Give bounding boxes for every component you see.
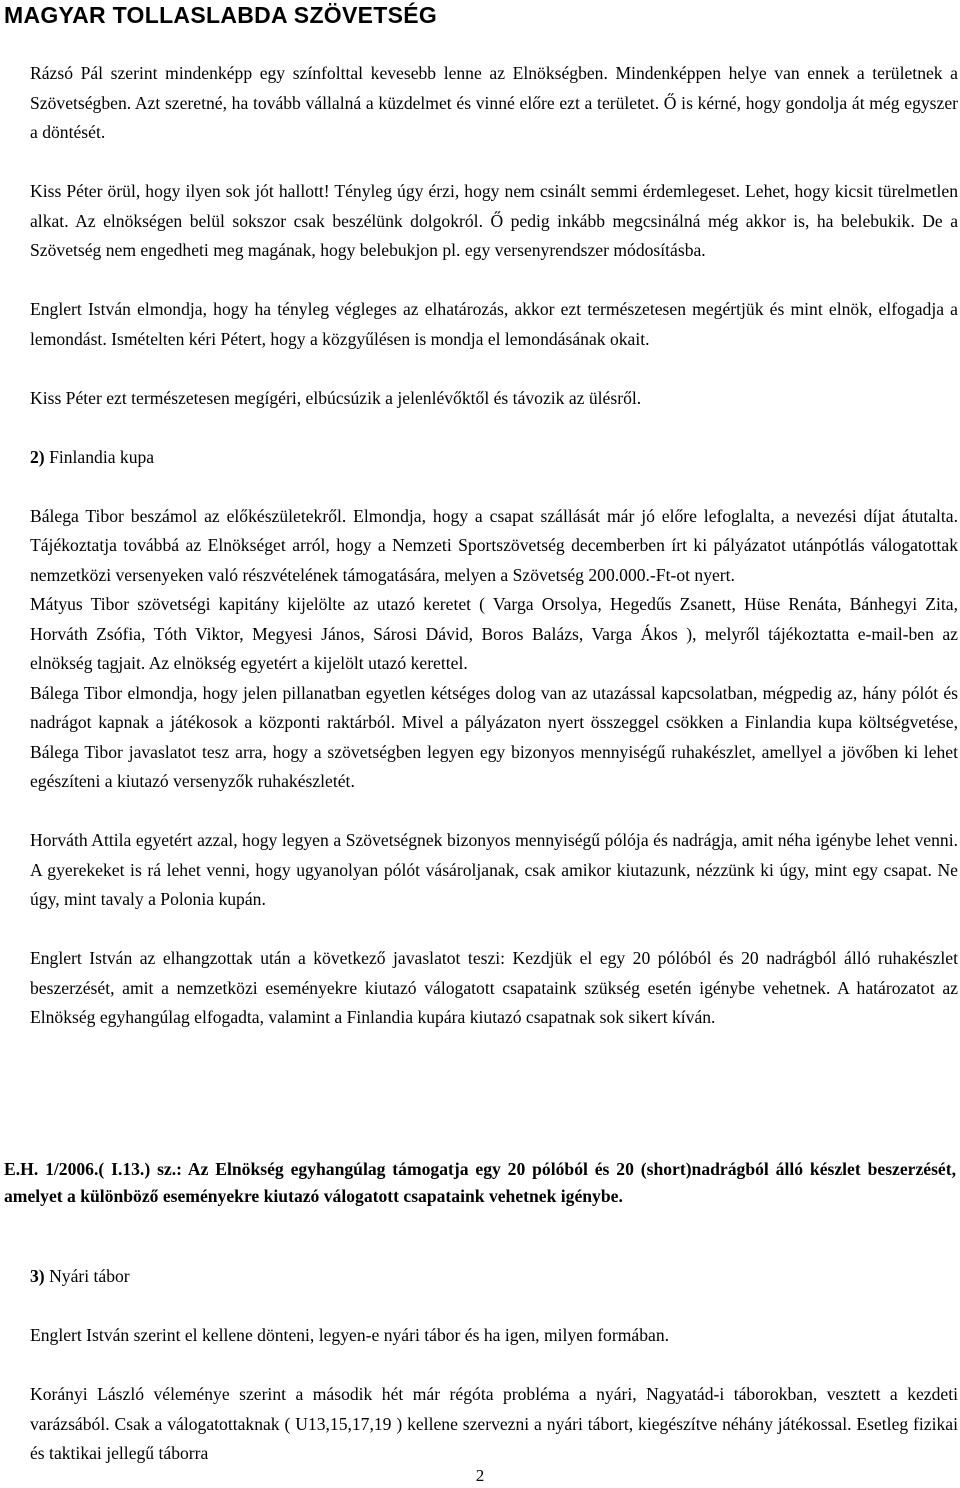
resolution-text: E.H. 1/2006.( I.13.) sz.: Az Elnökség egyhangúlag támogatja egy 20 pólóból és 20 (short)nadrágból álló készlet beszerzését, amelyet a különböző eseményekre kiutazó válogatott csapataink vehetnek igénybe. (4, 1159, 956, 1206)
paragraph-englert-proposal: Englert István az elhangzottak után a következő javaslatot teszi: Kezdjük el egy 20 pólóból és 20 nadrágból álló ruhakészlet beszerzését, amit a nemzetközi eseményekre kiutazó válogatott csapataink szükség esetén igénybe vehetnek. A határozatot az Elnökség egyhangúlag elfogadta, valamint a Finlandia kupára kiutazó csapatnak sok sikert kíván. (30, 948, 958, 1027)
section-heading-summer-camp (30, 1262, 958, 1292)
document-body (30, 59, 958, 1033)
paragraph-kiss-leaves: Kiss Péter ezt természetesen megígéri, elbúcsúzik a jelenlévőktől és távozik az ülésről. (30, 387, 642, 408)
document-body-continued (30, 1262, 958, 1469)
paragraph-balega-report: Bálega Tibor beszámol az előkészületekről. Elmondja, hogy a csapat szállását már jó előre lefoglalta, a nevezési díjat átutalta. Tájékoztatja továbbá az Elnökséget arról, hogy a Nemzeti Sportszövetség decemberben írt ki pályázatot utánpótlás válogatottak nemzetközi versenyeken való részvételének támogatására, melyen a Szövetség 200.000.-Ft-ot nyert. (30, 505, 958, 585)
section-title: Nyári tábor (49, 1266, 130, 1286)
paragraph-englert-accepts: Englert István elmondja, hogy ha tényleg végleges az elhatározás, akkor ezt természetesen megértjük és mint elnök, elfogadja a lemondást. Ismételten kéri Pétert, hogy a közgyűlésen is mondja el lemondásának okait. (30, 299, 958, 349)
page-number: 2 (475, 1466, 485, 1485)
paragraph-balega-clothing: Bálega Tibor elmondja, hogy jelen pillanatban egyetlen kétséges dolog van az utazással kapcsolatban, mégpedig az, hány pólót és nadrágot kapnak a játékosok a központi raktárból. Mivel a pályázaton nyert összeggel csökken a Finlandia kupa költségvetése, Bálega Tibor javaslatot tesz arra, hogy a szövetségben legyen egy bizonyos mennyiségű ruhakészlet, amellyel a jövőben ki lehet egészíteni a kiutazó versenyzők ruhakészletét. (30, 682, 958, 791)
paragraph-koranyi: Korányi László véleménye szerint a második hét már régóta probléma a nyári, Nagyatád-i táborokban, vesztett a kezdeti varázsából. Csak a válogatottaknak ( U13,15,17,19 ) kellene szervezni a nyári tábort, kiegészítve néhány játékossal. Esetleg fizikai és taktikai jellegű táborra (30, 1384, 958, 1463)
section-heading-finlandia (30, 443, 958, 473)
section-title: Finlandia kupa (49, 446, 155, 467)
paragraph-kiss-response: Kiss Péter örül, hogy ilyen sok jót hallott! Tényleg úgy érzi, hogy nem csinált semmi érdemlegeset. Lehet, hogy kicsit türelmetlen alkat. Az elnökségen belül sokszor csak beszélünk dolgokról. Ő pedig inkább megcsinálná még akkor is, ha belebukik. De a Szövetség nem engedheti meg magának, hogy belebukjon pl. egy versenyrendszer módosításba. (30, 181, 958, 260)
section-number: 3) (30, 1266, 45, 1286)
section-number: 2) (30, 446, 45, 467)
paragraph-matyus-team: Mátyus Tibor szövetségi kapitány kijelölte az utazó keretet ( Varga Orsolya, Hegedűs Zsanett, Hüse Renáta, Bánhegyi Zita, Horváth Zsófia, Tóth Viktor, Megyesi János, Sárosi Dávid, Boros Balázs, Varga Ákos ), melyről tájékoztatta e-mail-ben az elnökség tagjait. Az elnökség egyetért a kijelölt utazó kerettel. (30, 594, 958, 673)
paragraph-razso: Rázsó Pál szerint mindenképp egy színfolttal kevesebb lenne az Elnökségben. Mindenképpen helye van ennek a területnek a Szövetségben. Azt szeretné, ha tovább vállalná a küzdelmet és vinné előre ezt a területet. Ő is kérné, hogy gondolja át még egyszer a döntését. (30, 63, 958, 142)
paragraph-englert-camp: Englert István szerint el kellene dönteni, legyen-e nyári tábor és ha igen, milyen formában. (30, 1325, 670, 1345)
paragraph-horvath: Horváth Attila egyetért azzal, hogy legyen a Szövetségnek bizonyos mennyiségű pólója és nadrágja, amit néha igénybe lehet venni. A gyerekeket is rá lehet venni, hogy ugyanolyan pólót vásároljanak, csak amikor kiutazunk, nézzünk ki úgy, mint egy csapat. Ne úgy, mint tavaly a Polonia kupán. (30, 830, 958, 909)
page-header-title: MAGYAR TOLLASLABDA SZÖVETSÉG (4, 2, 438, 28)
